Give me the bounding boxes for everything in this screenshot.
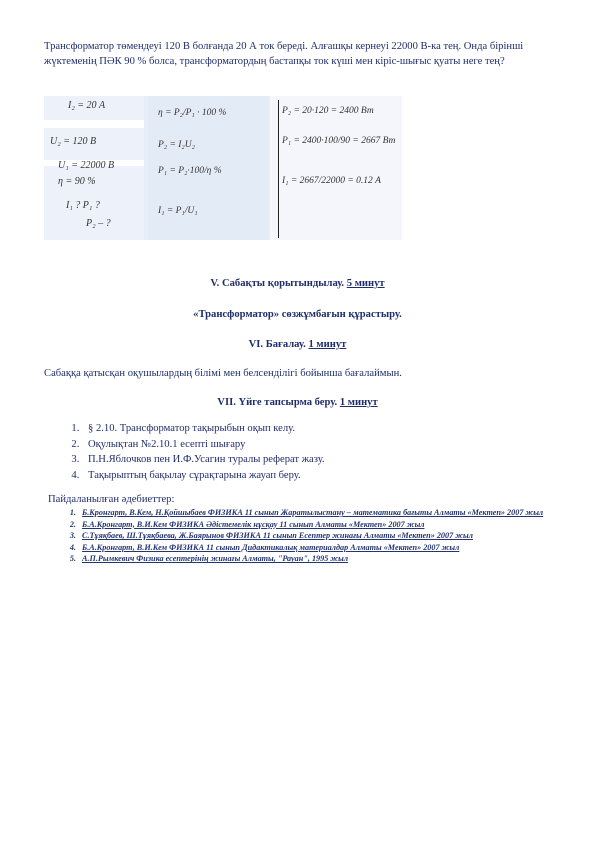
section-6-heading xyxy=(0,339,595,350)
list-item: 2. Б.А.Кронгарт, В.И.Кем ФИЗИКА Әдістемелік нұсқау 11 сынып Алматы «Мектеп» 2007 жыл xyxy=(78,519,578,531)
section-title: VII. Үйге тапсырма беру. xyxy=(217,397,338,408)
calc-line: I₁ = 2667/22000 = 0.12 А xyxy=(282,176,381,186)
list-item: 1. Б.Кронгарт, В.Кем, Н.Қойшыбаев ФИЗИКА 11 сынып Жаратылыстану – математика бағыты Алматы «Мектеп» 2007 жыл xyxy=(78,507,578,519)
section-title: VI. Бағалау. xyxy=(248,339,306,350)
calc-line: P₂ = 20·120 = 2400 Вт xyxy=(282,106,374,116)
list-item: 5. А.П.Рымкевич Физика есептерінің жинағы Алматы, "Рауан", 1995 жыл xyxy=(78,553,578,565)
section-time: 5 минут xyxy=(346,278,385,289)
list-item: 1. § 2.10. Трансформатор тақырыбын оқып келу. xyxy=(82,421,562,437)
references-list xyxy=(48,507,578,565)
formula-line: P₁ = P₂·100/η % xyxy=(158,166,222,176)
section-5-heading xyxy=(0,278,595,289)
formula-line: η = P₂/P₁ · 100 % xyxy=(158,108,227,118)
given-line: U₂ = 120 В xyxy=(50,136,97,147)
given-line: I₂ = 20 А xyxy=(68,100,106,111)
section-title: V. Сабақты қорытындылау. xyxy=(210,278,345,289)
homework-list xyxy=(44,421,562,483)
separator-line xyxy=(278,100,279,238)
list-item: 3. П.Н.Яблочков пен И.Ф.Усагин туралы реферат жазу. xyxy=(82,452,562,468)
calc-line: P₁ = 2400·100/90 = 2667 Вт xyxy=(282,136,396,146)
solution-block xyxy=(44,96,402,240)
problem-statement: Трансформатор төмендеуі 120 В болғанда 20 А ток береді. Алғашқы кернеуі 22000 В-ка тең. Онда біріншi жүктеменің ПӘК 90 % болса, трансформатордың бастапқы ток күші мен кіріс-шығыс қуаты неге тең? xyxy=(44,41,524,67)
section-time: 1 минут xyxy=(339,397,378,408)
evaluation-text: Сабаққа қатысқан оқушылардың білімі мен белсенділігі бойынша бағалаймын. xyxy=(44,368,402,379)
list-item: 3. С.Тұяқбаев, Ш.Тұяқбаева, Ж.Баярынов ФИЗИКА 11 сынып Есептер жинағы Алматы «Мектеп» 2007 жыл xyxy=(78,530,578,542)
list-item: 2. Оқулықтан №2.10.1 есепті шығару xyxy=(82,437,562,453)
formula-line: P₂ = I₂U₂ xyxy=(158,140,195,150)
given-line: P₂ – ? xyxy=(86,218,111,229)
list-item: 4. Б.А.Кронгарт, В.И.Кем ФИЗИКА 11 сынып Дидактикалық материалдар Алматы «Мектеп» 2007 жыл xyxy=(78,542,578,554)
formula-line: I₁ = P₁/U₁ xyxy=(158,206,198,216)
given-line: η = 90 % xyxy=(58,176,96,187)
section-7-heading xyxy=(0,397,595,408)
given-divider xyxy=(44,120,144,128)
crossword-line: «Трансформатор» сөзжұмбағын құрастыру. xyxy=(193,309,402,320)
calc-column xyxy=(270,96,402,240)
section-time: 1 минут xyxy=(308,339,347,350)
references-title: Пайдаланылған әдебиеттер: xyxy=(48,494,175,505)
given-line: I₁ ? P₁ ? xyxy=(66,200,100,211)
given-line: U₁ = 22000 В xyxy=(58,160,115,171)
list-item: 4. Тақырыптың бақылау сұрақтарына жауап беру. xyxy=(82,468,562,484)
